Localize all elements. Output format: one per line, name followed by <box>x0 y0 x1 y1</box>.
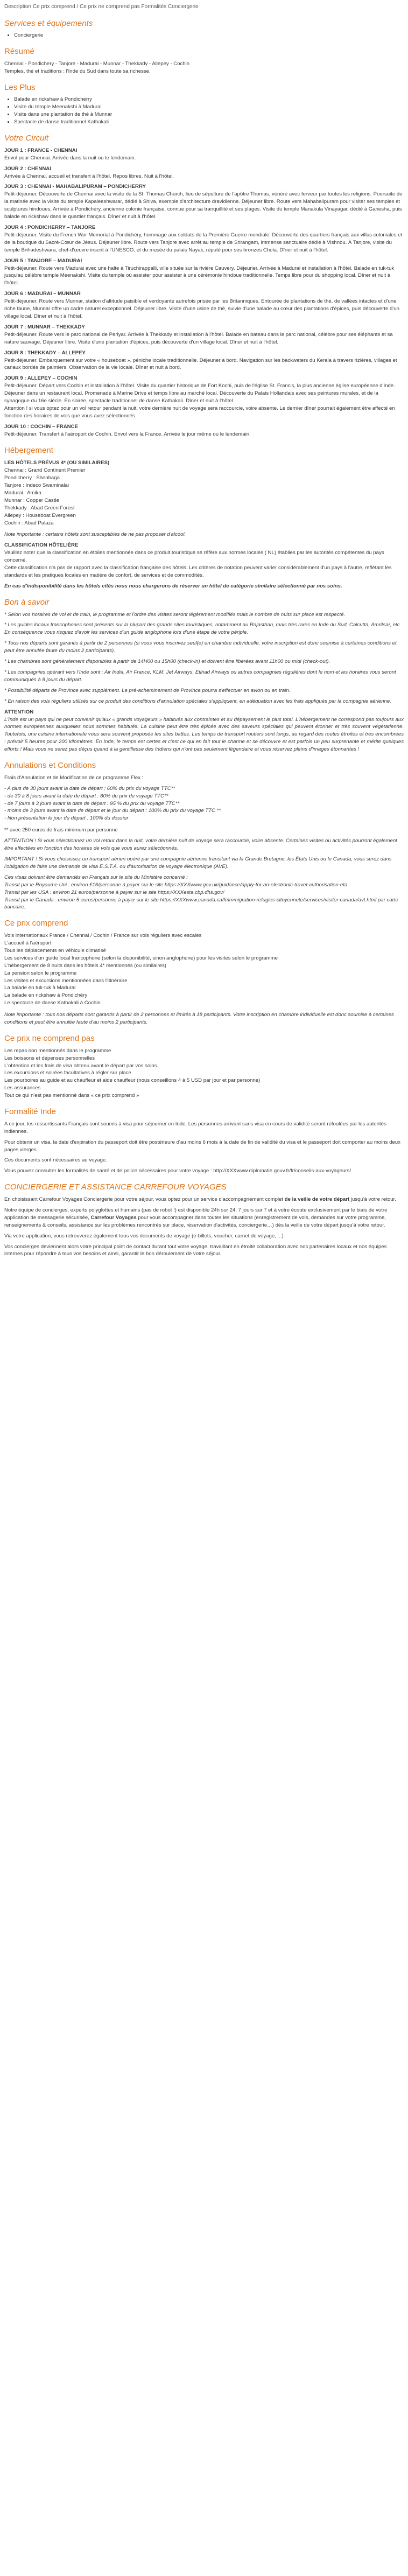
conciergerie-p2-a: Notre équipe de concierges, experts polyglottes et humains (pas de robot !) est disponible 24h sur 24, 7 jours sur 7 et à votre écoute exclusivement par le biais de votre application de messagerie sécurisée, <box>4 1207 388 1221</box>
ne-comprend-item: Tout ce qui n'est pas mentionné dans « ce prix comprend » <box>4 1093 139 1099</box>
hotel-item: Pondicherry : Shenbaga <box>4 475 60 481</box>
circuit-day <box>4 423 404 438</box>
circuit-day-text: Petit-déjeuner. Visite du French Wor Memorial à Pondichéry, hommage aux soldats de la Première Guerre mondiale. Découverte des quartiers français aux villas coloniales et de la boutique du Sacré-Cœur de Jésus. Déjeuner libre. Route vers Tanjore avec arrêt au temple de Srirangam, immense sanctuaire dédié à Vishnou. À Tanjore, visite du temple Brihadeshwara, chef-d'œuvre inscrit à l'UNESCO, et du musée du palais Nayak, réputé pour ses bronzes Chola. Dîner et nuit à l'hôtel. <box>4 232 403 253</box>
circuit-day-title: JOUR 1 : FRANCE - CHENNAI <box>4 147 78 153</box>
circuit-day-text: Petit-déjeuner. Transfert à l'aéroport de Cochin. Envol vers la France. Arrivée le jour même ou le lendemain. <box>4 431 251 437</box>
comprend-item: Les visites et excursions mentionnées dans l'itinéraire <box>4 977 128 984</box>
circuit-day-text: Envol pour Chennai. Arrivée dans la nuit ou le lendemain. <box>4 155 136 161</box>
bon-savoir-item: * Tous nos départs sont garantis à partir de 2 personnes (si vous vous inscrivez seul(e) en chambre individuelle, votre inscription est donc soumise à certaines conditions et peut être annulée faute du moins 2 participants). <box>4 640 397 654</box>
annulations-title: Annulations et Conditions <box>4 761 96 771</box>
circuit-day <box>4 257 404 288</box>
circuit-day <box>4 290 404 320</box>
comprend-item: La balade en tuk-tuk à Madurai <box>4 985 76 991</box>
circuit-day-title: JOUR 2 : CHENNAI <box>4 165 51 172</box>
annulations-footnote: ** avec 250 euros de frais minimum par personne <box>4 827 118 834</box>
annulation-item: - A plus de 30 jours avant la date de départ : 60% du prix du voyage TTC** <box>4 785 175 792</box>
circuit-days <box>4 147 404 438</box>
hotel-item: Madurai : Amika <box>4 489 41 496</box>
comprend-title: Ce prix comprend <box>4 919 68 928</box>
circuit-day-title: JOUR 7 : MUNNAR – THEKKADY <box>4 324 85 330</box>
conciergerie-p2-b: Carrefour Voyages <box>90 1214 137 1221</box>
circuit-day-text: Petit-déjeuner. Route vers Madurai avec une halte à Tiruchirappalli, ville située sur la rivière Cauvery. Déjeuner. Arrivée à Madurai et installation à l'hôtel. Balade en tuk-tuk jusqu'au célèbre temple Meenakshi. Visite du temple où assister pour assister à une cérémonie hindoue traditionnelle. Temps libre pour du shopping local. Dîner et nuit à l'hôtel. <box>4 265 395 286</box>
bon-savoir-item: * Les chambres sont généralement disponibles à partir de 14H00 ou 15h00 (check-in) et doivent être libérées avant 11h00 ou midi (check-out). <box>4 659 330 665</box>
circuit-day <box>4 349 404 372</box>
services-list <box>4 32 404 39</box>
circuit-day-title: JOUR 8 : THEKKADY – ALLEPEY <box>4 349 86 356</box>
hotels-note: Note importante : certains hôtels sont susceptibles de ne pas proposer d'alcool. <box>4 531 186 538</box>
formalites-p3: Ces documents sont nécessaires au voyage. <box>4 1157 107 1164</box>
comprend-item: L'accueil à l'aéroport <box>4 940 52 946</box>
plus-item: • Visite dans une plantation de thé à Munnar <box>14 111 404 118</box>
conciergerie-p1-c: jusqu'à votre retour. <box>349 1196 396 1202</box>
plus-list <box>4 96 404 126</box>
comprend-note: Note importante : tous nos départs sont garantis à partir de 2 personnes et limités à 18 participants. Votre inscription en chambre individuelle est donc soumise à certaines conditions et peut être annulée faute d'au moins 2 participants. <box>4 1012 394 1026</box>
classification-text: Veuillez noter que la classification en étoiles mentionnée dans ce produit touristique se réfère aux normes locales ( NL) établies par les autorités compétentes du pays concerné. Cette classification n'a pas de rapport avec la classification française des hôtels. Les critères de notation peuvent varier considérablement d'un pays à l'autre, reflétant les standards et les pratiques locales en matière de confort, de services et de commodités. <box>4 550 392 578</box>
annulations-important: IMPORTANT ! Si vous choisissez un transport aérien opéré par une compagnie aérienne transitant via la Grande Bretagne, les États Unis ou le Canada, vous serez dans l'obligation de faire une demande de visa E.S.T.A. ou d'autorisation de voyage électronique (AVE). <box>4 856 392 870</box>
circuit-day <box>4 224 404 254</box>
ne-comprend-item: Les boissons et dépenses personnelles <box>4 1055 95 1061</box>
circuit-day-title: JOUR 9 : ALLEPEY – COCHIN <box>4 375 78 382</box>
conciergerie-p1-a: En choisissant Carrefour Voyages Conciergerie pour votre séjour, vous optez pour un service d'accompagnement complet <box>4 1196 285 1202</box>
circuit-day-title: JOUR 5 : TANJORE – MADURAI <box>4 257 82 264</box>
hotel-item: Cochin : Abad Palaza <box>4 520 54 526</box>
annulations-intro: Frais d'Annulation et de Modification de ce programme Flex : <box>4 774 144 781</box>
bon-savoir-item: * Les guides locaux francophones sont présents sur la plupart des grands sites touristiques, notamment au Rajasthan, mais très rares en Inde du Sud, Calcutta, Amritsar, etc. En conséquence vous risquez d'avoir les services d'un guide anglophone lors d'une étape de votre périple. <box>4 622 402 636</box>
conciergerie-p2 <box>4 1207 404 1229</box>
circuit-day-text: Petit-déjeuner. Départ vers Cochin et installation à l'hôtel. Visite du quartier historique de Fort Kochi, puis de l'église St. Francis, la plus ancienne église européenne d'Inde. Déjeuner dans un restaurant local. Promenade à Marine Drive et temps libre au marché local. Découverte du Palais Hollandais avec ses peintures murales, et de la synagogue du 16e siècle. En soirée, spectacle traditionnel de danse Kathakali. Dîner et nuit à l'hôtel. Attention ! si vous optez pour un vol retour pendant la nuit, votre dernière nuit de voyage sera raccourcie, voire absente. Le dernier dîner pourrait également être affecté en fonction des horaires de vols que vous avez sélectionnés. <box>4 383 395 419</box>
attention-text: L'Inde est un pays qui ne peut convenir qu'aux « grands voyageurs » habitués aux contraintes et au dépaysement le plus total. L'hébergement ne correspond pas toujours aux normes européennes auxquelles nous sommes habitués. La cuisine peut être très épicée avec des saveurs spéciales qui peuvent étonner et très souvent végétarienne. Toutefois, une cuisine internationale vous sera souvent proposée les sites battus. Les temps de transport routiers sont longs, au regard des routes étroites et très encombrées : prévoir 5 heures pour 200 kilomètres. En Inde, le temps est certes et c'est ce qui en fait tout le charme et se découvre et est parfois un peu surprenante et mérite quelques efforts ! Mais vous ne serez pas déçus quand à la gentillesse des Indiens qui n'ont pas seulement légendaire et vous réservez pleins d'images étonnantes ! <box>4 716 404 753</box>
formalites-title: Formalité Inde <box>4 1107 56 1117</box>
circuit-day-title: JOUR 10 : COCHIN – FRANCE <box>4 423 78 430</box>
classification-title: CLASSIFICATION HÔTELIÈRE <box>4 542 79 549</box>
comprend-item: Vols internationaux France / Chennai / Cochin / France sur vols réguliers avec escales <box>4 933 202 939</box>
hotel-item: Allepey : Houseboat Evergreen <box>4 512 76 519</box>
hotels-list <box>4 467 404 527</box>
hotel-item: Chennai : Grand Continent Premier <box>4 467 86 474</box>
top-description: Description Ce prix comprend / Ce prix ne comprend pas Formalités Conciergerie <box>4 4 199 10</box>
circuit-day-title: JOUR 4 : PONDICHERRY – TANJORE <box>4 225 96 230</box>
circuit-title: Votre Circuit <box>4 134 48 143</box>
conciergerie-p4: Vos concierges deviennent alors votre principal point de contact durant tout votre voyage, travaillant en étroite collaboration avec nos partenaires locaux et nos équipes internes pour répondre à tous vos besoins et ainsi, garantir le bon déroulement de votre séjour. <box>4 1243 387 1257</box>
circuit-day-text: Petit-déjeuner. Route vers Munnar, station d'altitude paisible et verdoyante autrefois prisée par les Britanniques. Entourée de plantations de thé, de vallées intactes et d'une riche faune, Munnar offre un cadre naturel exceptionnel. Déjeuner libre. Visite d'une usine de thé, suivie d'une balade au cœur des plantations d'épices, puis découverte d'un village local. Dîner et nuit à l'hôtel. <box>4 298 399 319</box>
attention-title: ATTENTION <box>4 709 34 715</box>
page <box>0 0 408 1266</box>
circuit-day <box>4 375 404 419</box>
circuit-day-title: JOUR 6 : MADURAI – MUNNAR <box>4 291 81 297</box>
comprend-item: La balade en rickshaw à Pondichéry <box>4 992 88 999</box>
circuit-day-text: Arrivée à Chennai, accueil et transfert à l'hôtel. Repos libres. Nuit à l'hôtel. <box>4 173 174 179</box>
resume-line-2: Temples, thé et traditions : l'Inde du Sud dans toute sa richesse. <box>4 68 151 74</box>
ne-comprend-item: L'obtention et les frais de visa obtenu avant le départ par vos soins. <box>4 1062 159 1069</box>
comprend-item: L'hébergement de 8 nuits dans les hôtels 4* mentionnés (ou similaires) <box>4 962 167 969</box>
comprend-item: La pension selon le programme <box>4 970 77 976</box>
services-title: Services et équipements <box>4 18 93 28</box>
circuit-day-title: JOUR 3 : CHENNAI - MAHABALIPURAM – PONDICHERRY <box>4 184 146 190</box>
formalites-p1: A ce jour, les ressortissants Français sont soumis à visa pour séjourner en Inde. Les personnes arrivant sans visa en cours de validité seront refoulées par les autorités indiennes. <box>4 1121 386 1135</box>
comprend-item: Les services d'un guide local francophone (selon la disponibilité, sinon anglophone) pour les visites selon le programme <box>4 955 278 961</box>
bon-savoir-item: * Possibilité départs de Province avec supplément. Le pré-acheminement de Province pourra s'effectuer en avion ou en train. <box>4 687 291 694</box>
plus-item: • Visite du temple Meenakshi à Madurai <box>14 103 404 111</box>
ne-comprend-item: Les assurances <box>4 1085 41 1091</box>
circuit-day-text: Petit-déjeuner. Découverte de Chennai avec la visite de la St. Thomas Church, lieu de sépulture de l'apôtre Thomas, vénéré avec ferveur par toutes les religions. Poursuite de la matinée avec la visite du temple Kapaleeshwarar, dédié à Shiva, exemple d'architecture dravidienne. Déjeuner libre. Route vers Mahabalipuram pour visiter ses temples et sculptures hindoues, Arrivée à Pondichéry, ancienne colonie française, connue pour sa tranquillité et ses plages. Visite du temple Manakula Vinayagar, dédié à Ganesha, puis balade en rickshaw dans le quartier français. Dîner et nuit à l'hôtel. <box>4 191 403 220</box>
bon-savoir-item: * En raison des vols réguliers utilisés sur ce produit des conditions d'annulation spéciales s'appliquent, en adéquation avec les frais appliqués par la compagnie aérienne. <box>4 698 391 704</box>
annulations-visa: Ces visas doivent être demandés en Français sur le site du Ministère concerné : Transit par le Royaume Uni : environ £16/personne à payer sur le site https://XXXwww.gov.uk/guidance/apply-for-an-electronic-travel-authorisation-eta Transit par les USA : environ 21 euros/personne à payer sur le site https://XXXesta.cbp.dhs.gov/ Transit par le Canada : environ 5 euros/personne à payer sur le site https://XXXwww.canada.ca/fr/immigration-refugies-citoyennete/services/visiter-canada/avt.html par carte bancaire. <box>4 874 398 911</box>
circuit-day <box>4 147 404 162</box>
comprend-list <box>4 932 404 1007</box>
formalites-p4: Vous pouvez consulter les formalités de santé et de police nécessaires pour votre voyage : http://XXXwww.diplomatie.gouv.fr/fr/conseils-aux-voyageurs/ <box>4 1168 351 1174</box>
conciergerie-p1 <box>4 1196 404 1203</box>
resume-line-1: Chennai - Pondichery - Tanjore - Madurai - Munnar - Thekkady - Allepey - Cochin <box>4 60 190 67</box>
hotel-item: Thekkady : Abad Green Forest <box>4 505 75 511</box>
bon-savoir-title: Bon à savoir <box>4 597 50 607</box>
conciergerie-p2-c: pour vous accompagner dans toutes les situations (enregistrement de vols, demandes sur votre programme, renseignements & conseils, assistance sur les problèmes rencontrés sur place, réservation d'activités, conciergerie…) dès la veille de votre départ jusqu'à votre retour. <box>4 1214 386 1228</box>
services-item: • Conciergerie <box>14 32 404 39</box>
bon-savoir-list <box>4 611 404 705</box>
comprend-item: Tous les déplacements en véhicule climatisé <box>4 947 106 954</box>
ne-comprend-title: Ce prix ne comprend pas <box>4 1033 95 1043</box>
hebergement-title: Hébergement <box>4 445 53 455</box>
annulation-item: - de 30 à 8 jours avant la date de départ : 80% du prix du voyage TTC** <box>4 793 168 799</box>
ne-comprend-item: Les excursions et soirées facultatives à régler sur place <box>4 1070 131 1076</box>
annulations-list <box>4 785 404 823</box>
annulation-item: - Non présentation le jour du départ : 100% du dossier <box>4 815 129 822</box>
ne-comprend-item: Les pourboires au guide et au chauffeur et aide chauffeur (nous conseillons 4 à 5 USD par jour et par personne) <box>4 1077 261 1084</box>
ne-comprend-item: Les repas non mentionnés dans le programme <box>4 1047 111 1054</box>
ne-comprend-list <box>4 1047 404 1100</box>
conciergerie-p3: Via votre application, vous retrouverez également tous vos documents de voyage (e-billets, voucher, carnet de voyage, ...) <box>4 1233 284 1239</box>
hotels-title: LES HÔTELS PRÉVUS 4* (OU SIMILAIRES) <box>4 460 110 466</box>
availability-notice: En cas d'indisponibilité dans les hôtels cités nous nous chargerons de réserver un hôtel de catégorie similaire sélectionné par nos soins. <box>4 583 342 589</box>
circuit-day <box>4 165 404 180</box>
circuit-day <box>4 324 404 346</box>
plus-item: • Spectacle de danse traditionnel Kathakali <box>14 118 404 126</box>
annulation-item: - de 7 jours à 3 jours avant la date de départ : 95 % du prix du voyage TTC** <box>4 800 180 807</box>
plus-title: Les Plus <box>4 82 36 92</box>
formalites-p2: Pour obtenir un visa, la date d'expiration du passeport doit être postérieure d'au moins 6 mois à la date de fin de validité du visa et le passeport doit comporter au moins deux pages vierges. <box>4 1139 400 1153</box>
resume-title: Résumé <box>4 47 34 57</box>
circuit-day <box>4 183 404 221</box>
hotel-item: Tanjore : Indeco Swaminalai <box>4 482 69 489</box>
bon-savoir-item: * Selon vos horaires de vol et de train, le programme et l'ordre des visites seront légèrement modifiés mais le nombre de nuits sur place est respecté. <box>4 611 346 618</box>
circuit-day-text: Petit-déjeuner. Embarquement sur votre « houseboat », péniche locale traditionnelle. Déjeuner à bord. Navigation sur les backwaters du Kerala à travers rizières, villages et canaux bordés de palmiers. Observation de la vie locale. Dîner et nuit à bord. <box>4 357 397 371</box>
bon-savoir-item: * Les compagnies opérant vers l'Inde sont : Air India, Air France, KLM, Jet Airways, Etihad Airways ou autres compagnies régulières dont le nom et les horaires vous seront communiqués à 8 jours du départ. <box>4 669 396 683</box>
annulations-attention: ATTENTION ! Si vous sélectionnez un vol retour dans la nuit, votre dernière nuit de voyage sera raccourcie, voire absente. Certaines visites ou activités pourront également être affectées en fonction des horaires de vols que vous aurez sélectionnés. <box>4 838 397 852</box>
conciergerie-title: CONCIERGERIE ET ASSISTANCE CARREFOUR VOYAGES <box>4 1182 227 1192</box>
circuit-day-text: Petit-déjeuner. Route vers le parc national de Periyar. Arrivée à Thekkady et installation à l'hôtel. Balade en bateau dans le parc national, célèbre pour ses éléphants et sa nature sauvage. Déjeuner libre. Visite d'une plantation d'épices, puis découverte d'un village local. Dîner et nuit à l'hôtel. <box>4 331 393 345</box>
annulation-item: - moins de 3 jours avant la date de départ et le jour du départ : 100% du prix du voyage TTC ** <box>4 808 221 814</box>
conciergerie-p1-b: de la veille de votre départ <box>284 1196 350 1202</box>
plus-item: • Balade en rickshaw à Pondicherry <box>14 96 404 103</box>
comprend-item: Le spectacle de danse Kathakali à Cochin <box>4 1000 101 1006</box>
hotel-item: Munnar : Copper Castle <box>4 497 59 503</box>
